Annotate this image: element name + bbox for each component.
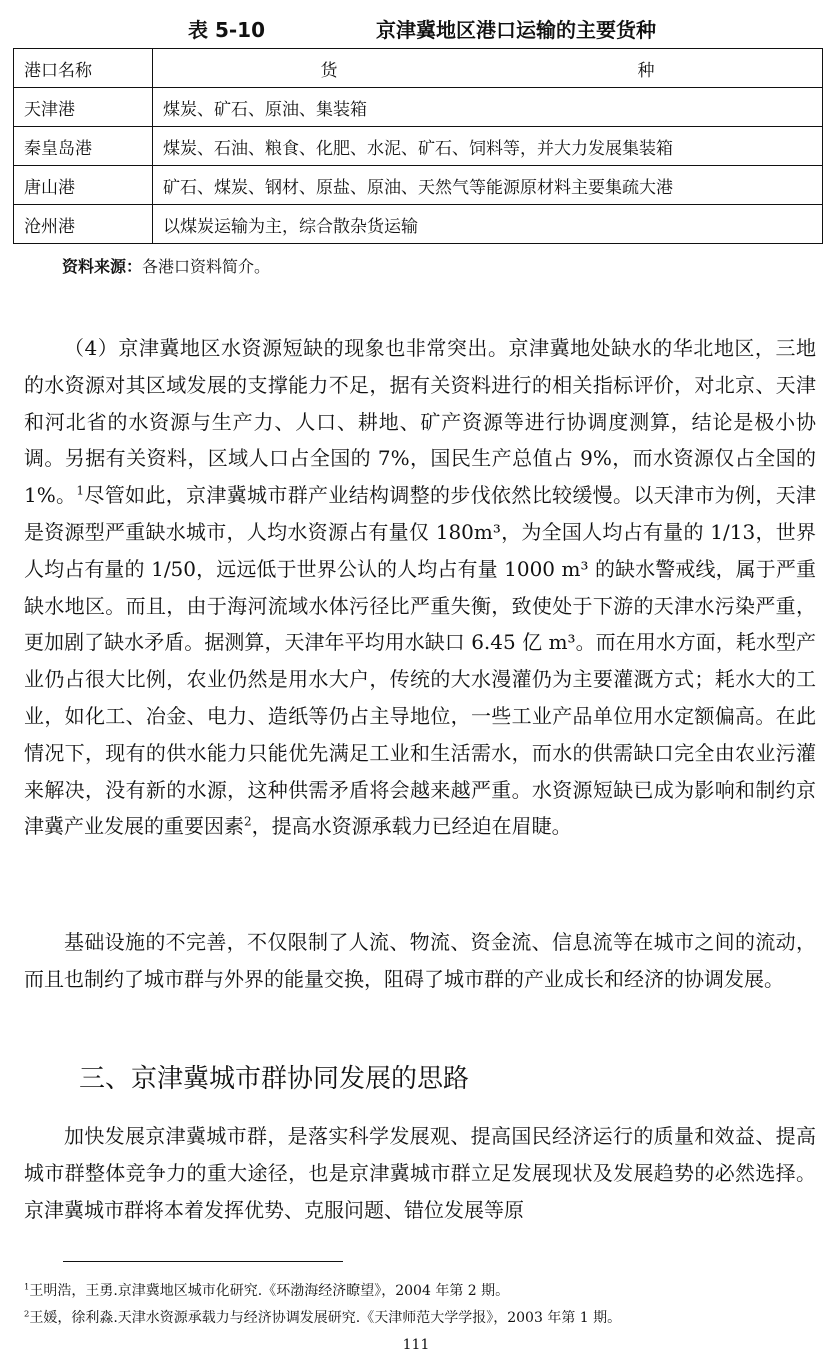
port-name-cell: 秦皇岛港 <box>14 127 153 166</box>
paragraph-development: 加快发展京津冀城市群，是落实科学发展观、提高国民经济运行的质量和效益、提高城市群整体竞争力的重大途径，也是京津冀城市群立足发展现状及发展趋势的必然选择。京津冀城市群将本着发挥优势、克服问题、错位发展等原 <box>24 1124 816 1222</box>
section-heading: 三、京津冀城市群协同发展的思路 <box>79 1064 470 1094</box>
paragraph-water-shortage <box>24 330 816 845</box>
table-row <box>14 205 823 244</box>
paragraph-infrastructure: 基础设施的不完善，不仅限制了人流、物流、资金流、信息流等在城市之间的流动，而且也制约了城市群与外界的能量交换，阻碍了城市群的产业成长和经济的协调发展。 <box>24 930 816 991</box>
footnote-mark: 2 <box>24 1308 30 1319</box>
footnote-2 <box>24 1308 621 1328</box>
table-source-note <box>62 254 270 277</box>
source-text: 各港口资料简介。 <box>142 257 271 276</box>
table-caption <box>0 14 832 42</box>
footnote-mark: 1 <box>24 1281 30 1292</box>
goods-cell: 以煤炭运输为主，综合散杂货运输 <box>153 205 823 244</box>
goods-cell: 煤炭、矿石、原油、集装箱 <box>153 88 823 127</box>
header-goods <box>153 49 823 88</box>
table-row <box>14 166 823 205</box>
paragraph1-part-c: ，提高水资源承载力已经迫在眉睫。 <box>251 814 572 839</box>
footnote-text: 王明浩，王勇.京津冀地区城市化研究.《环渤海经济瞭望》，2004 年第 2 期。 <box>29 1283 510 1299</box>
footnote-separator <box>63 1261 343 1262</box>
footnote-1 <box>24 1281 509 1301</box>
header-goods-char-2: 种 <box>637 60 655 81</box>
table-header-row <box>14 49 823 88</box>
goods-cell: 煤炭、石油、粮食、化肥、水泥、矿石、饲料等，并大力发展集装箱 <box>153 127 823 166</box>
header-goods-char-1: 货 <box>320 60 338 81</box>
footnote-ref-1: 1 <box>76 483 85 498</box>
port-goods-table <box>13 48 823 244</box>
table-row <box>14 127 823 166</box>
port-name-cell: 沧州港 <box>14 205 153 244</box>
table-title: 京津冀地区港口运输的主要货种 <box>376 18 656 42</box>
page-number: 111 <box>402 1337 430 1353</box>
paragraph1-part-a: （4）京津冀地区水资源短缺的现象也非常突出。京津冀地处缺水的华北地区，三地的水资源对其区域发展的支撑能力不足，据有关资料进行的相关指标评价，对北京、天津和河北省的水资源与生产力、人口、耕地、矿产资源等进行协调度测算，结论是极小协调。另据有关资料，区域人口占全国的 7%，国民生产总值占 9%，而水资源仅占全国的 1%。 <box>24 336 816 508</box>
header-port-name: 港口名称 <box>14 49 153 88</box>
port-name-cell: 天津港 <box>14 88 153 127</box>
paragraph1-part-b: 尽管如此，京津冀城市群产业结构调整的步伐依然比较缓慢。以天津市为例，天津是资源型严重缺水城市，人均水资源占有量仅 180m³，为全国人均占有量的 1/13，世界人均占有量的 1/50，远远低于世界公认的人均占有量 1000 m³ 的缺水警戒线，属于严重缺水地区。而且，由于海河流域水体污径比严重失衡，致使处于下游的天津水污染严重，更加剧了缺水矛盾。据测算，天津年平均用水缺口 6.45 亿 m³。而在用水方面，耗水型产业仍占很大比例，农业仍然是用水大户，传统的大水漫灌仍为主要灌溉方式；耗水大的工业，如化工、冶金、电力、造纸等仍占主导地位，一些工业产品单位用水定额偏高。在此情况下，现有的供水能力只能优先满足工业和生活需水，而水的供需缺口完全由农业污灌来解决，没有新的水源，这种供需矛盾将会越来越严重。水资源短缺已成为影响和制约京津冀产业发展的重要因素 <box>24 483 817 839</box>
port-name-cell: 唐山港 <box>14 166 153 205</box>
table-number: 表 5-10 <box>188 18 266 42</box>
table-row <box>14 88 823 127</box>
goods-cell: 矿石、煤炭、钢材、原盐、原油、天然气等能源原材料主要集疏大港 <box>153 166 823 205</box>
footnote-ref-2: 2 <box>244 814 252 829</box>
footnote-text: 王媛，徐利淼.天津水资源承载力与经济协调发展研究.《天津师范大学学报》，2003 年第 1 期。 <box>29 1310 622 1326</box>
source-label: 资料来源： <box>62 257 143 276</box>
